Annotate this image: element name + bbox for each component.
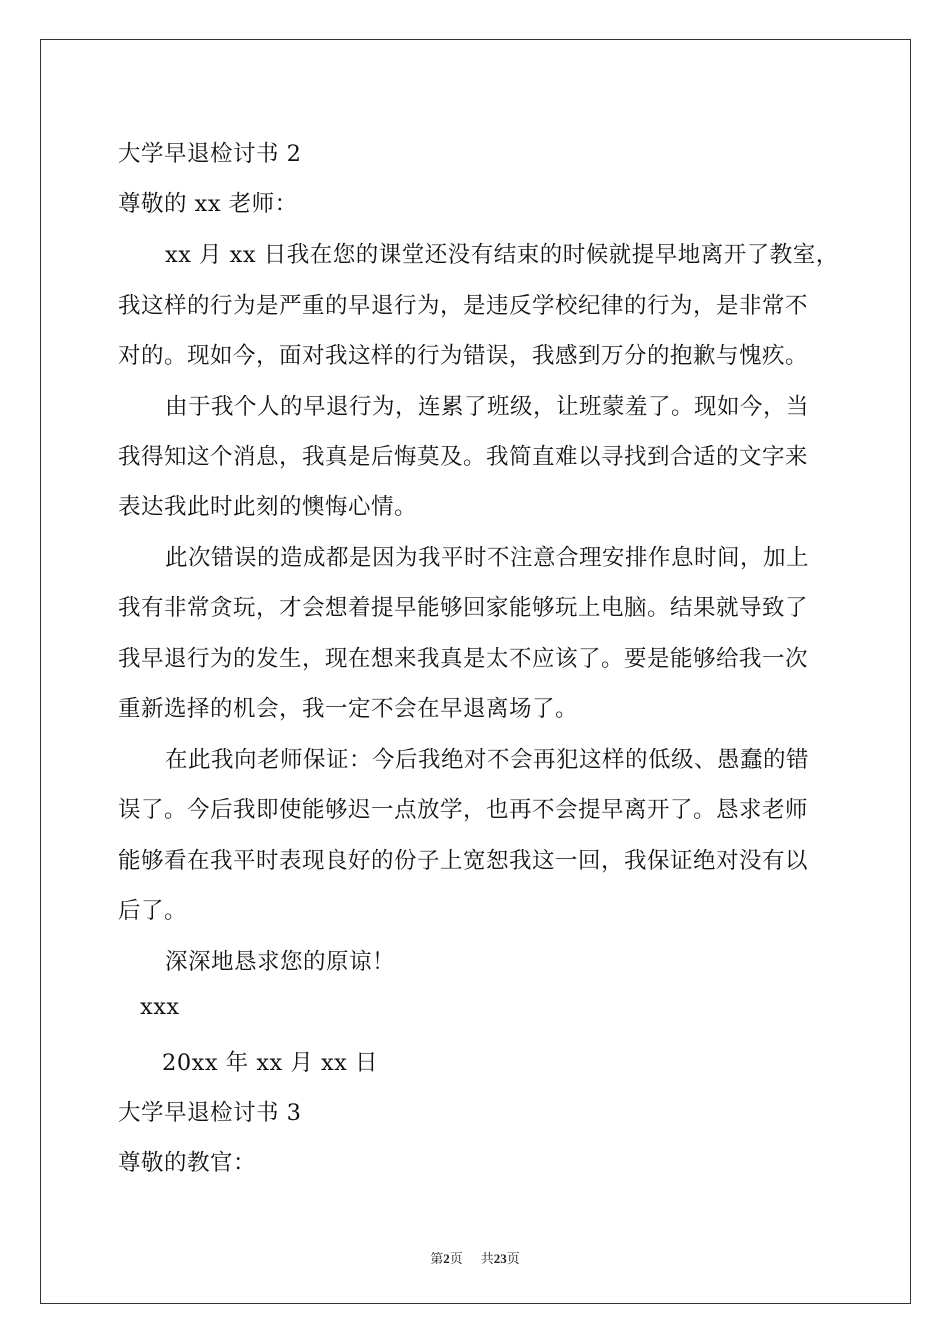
signature: xxx: [140, 994, 180, 1020]
heading-3: 大学早退检讨书 3: [118, 1100, 302, 1126]
footer-page-total: 23: [493, 1251, 507, 1266]
footer-page-current: 2: [443, 1251, 450, 1266]
salutation-2: 尊敬的 xx 老师：: [118, 191, 298, 217]
paragraph-4-line-3: 能够看在我平时表现良好的份子上宽恕我这一回，我保证绝对没有以: [118, 848, 809, 874]
footer-page-mid: 页: [449, 1252, 463, 1267]
paragraph-3-line-3: 我早退行为的发生，现在想来我真是太不应该了。要是能够给我一次: [118, 646, 809, 672]
paragraph-1-line-1: xx 月 xx 日我在您的课堂还没有结束的时候就提早地离开了教室，: [165, 242, 839, 268]
paragraph-2-line-1: 由于我个人的早退行为，连累了班级，让班蒙羞了。现如今，当: [165, 394, 810, 420]
paragraph-1-line-3: 对的。现如今，面对我这样的行为错误，我感到万分的抱歉与愧疚。: [118, 343, 809, 369]
paragraph-2-line-3: 表达我此时此刻的懊悔心情。: [118, 494, 418, 520]
footer-total-suffix: 页: [506, 1252, 520, 1267]
date-line: 20xx 年 xx 月 xx 日: [162, 1050, 379, 1076]
footer-page-prefix: 第: [430, 1252, 444, 1267]
paragraph-3-line-2: 我有非常贪玩，才会想着提早能够回家能够玩上电脑。结果就导致了: [118, 595, 809, 621]
paragraph-3-line-1: 此次错误的造成都是因为我平时不注意合理安排作息时间，加上: [165, 545, 810, 571]
paragraph-2-line-2: 我得知这个消息，我真是后悔莫及。我简直难以寻找到合适的文字来: [118, 444, 809, 470]
paragraph-1-line-2: 我这样的行为是严重的早退行为，是违反学校纪律的行为，是非常不: [118, 293, 809, 319]
paragraph-5-line-1: 深深地恳求您的原谅！: [165, 949, 396, 975]
paragraph-4-line-4: 后了。: [118, 898, 188, 924]
footer-total-prefix: 共: [480, 1252, 494, 1267]
page-footer: [0, 1248, 950, 1267]
salutation-3: 尊敬的教官：: [118, 1150, 257, 1176]
paragraph-4-line-2: 误了。今后我即使能够迟一点放学，也再不会提早离开了。恳求老师: [118, 797, 809, 823]
paragraph-4-line-1: 在此我向老师保证：今后我绝对不会再犯这样的低级、愚蠢的错: [165, 747, 810, 773]
paragraph-3-line-4: 重新选择的机会，我一定不会在早退离场了。: [118, 696, 579, 722]
heading-2: 大学早退检讨书 2: [118, 141, 302, 167]
